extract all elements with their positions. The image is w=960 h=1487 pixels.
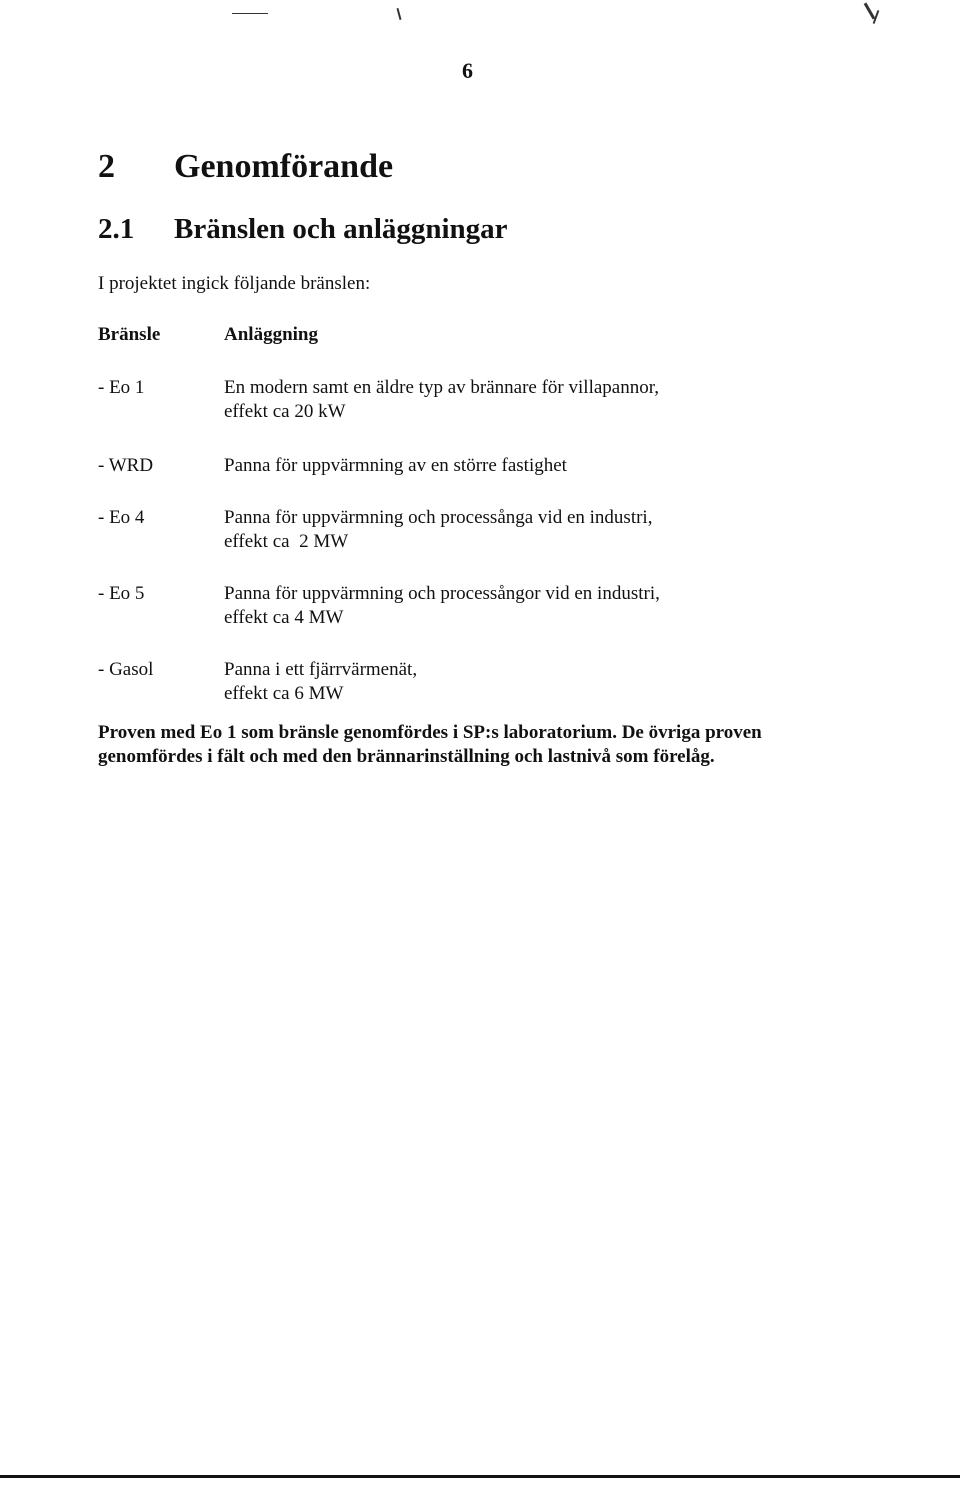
scan-mark: [396, 8, 401, 20]
scan-mark: [232, 13, 268, 14]
section-title: Genomförande: [174, 148, 394, 185]
fuel-cell: - Eo 1: [98, 377, 145, 398]
plant-line: Panna för uppvärmning och processångor vid en industri,: [224, 583, 660, 604]
fuel-column-header: Bränsle: [98, 324, 161, 345]
plant-cell: [224, 376, 858, 424]
section-heading: [98, 148, 393, 186]
fuel-cell: - Gasol: [98, 659, 154, 680]
plant-column-header: Anläggning: [224, 324, 318, 345]
plant-line: effekt ca 2 MW: [224, 531, 349, 552]
scan-mark: [873, 10, 880, 24]
plant-line: effekt ca 20 kW: [224, 401, 346, 422]
scan-mark: [864, 2, 876, 19]
plant-cell: [224, 582, 858, 630]
plant-line: En modern samt en äldre typ av brännare för villapannor,: [224, 377, 660, 398]
table-row: [98, 658, 858, 706]
table-row: [98, 582, 858, 630]
section-number: 2: [98, 148, 115, 185]
conclusion-paragraph: [98, 721, 898, 769]
plant-line: Panna för uppvärmning av en större fastighet: [224, 455, 567, 476]
intro-paragraph: I projektet ingick följande bränslen:: [98, 273, 371, 294]
plant-line: Panna i ett fjärrvärmenät,: [224, 659, 418, 680]
table-header: [98, 323, 858, 347]
plant-line: effekt ca 6 MW: [224, 683, 344, 704]
plant-cell: [224, 506, 858, 554]
plant-cell: [224, 454, 858, 478]
fuel-cell: - WRD: [98, 455, 154, 476]
fuel-table: [98, 323, 858, 706]
fuel-cell: - Eo 4: [98, 507, 145, 528]
conclusion-line: genomfördes i fält och med den brännarinställning och lastnivå som förelåg.: [98, 746, 715, 767]
subsection-heading: [98, 213, 508, 246]
plant-line: effekt ca 4 MW: [224, 607, 344, 628]
fuel-cell: - Eo 5: [98, 583, 145, 604]
footer-rule: [0, 1475, 960, 1478]
table-row: [98, 376, 858, 424]
table-row: [98, 506, 858, 554]
subsection-title: Bränslen och anläggningar: [174, 213, 508, 245]
plant-line: Panna för uppvärmning och processånga vid en industri,: [224, 507, 653, 528]
subsection-number: 2.1: [98, 213, 135, 245]
plant-cell: [224, 658, 858, 706]
page-number: 6: [462, 58, 473, 83]
conclusion-line: Proven med Eo 1 som bränsle genomfördes i SP:s laboratorium. De övriga proven: [98, 722, 762, 743]
table-row: [98, 454, 858, 478]
